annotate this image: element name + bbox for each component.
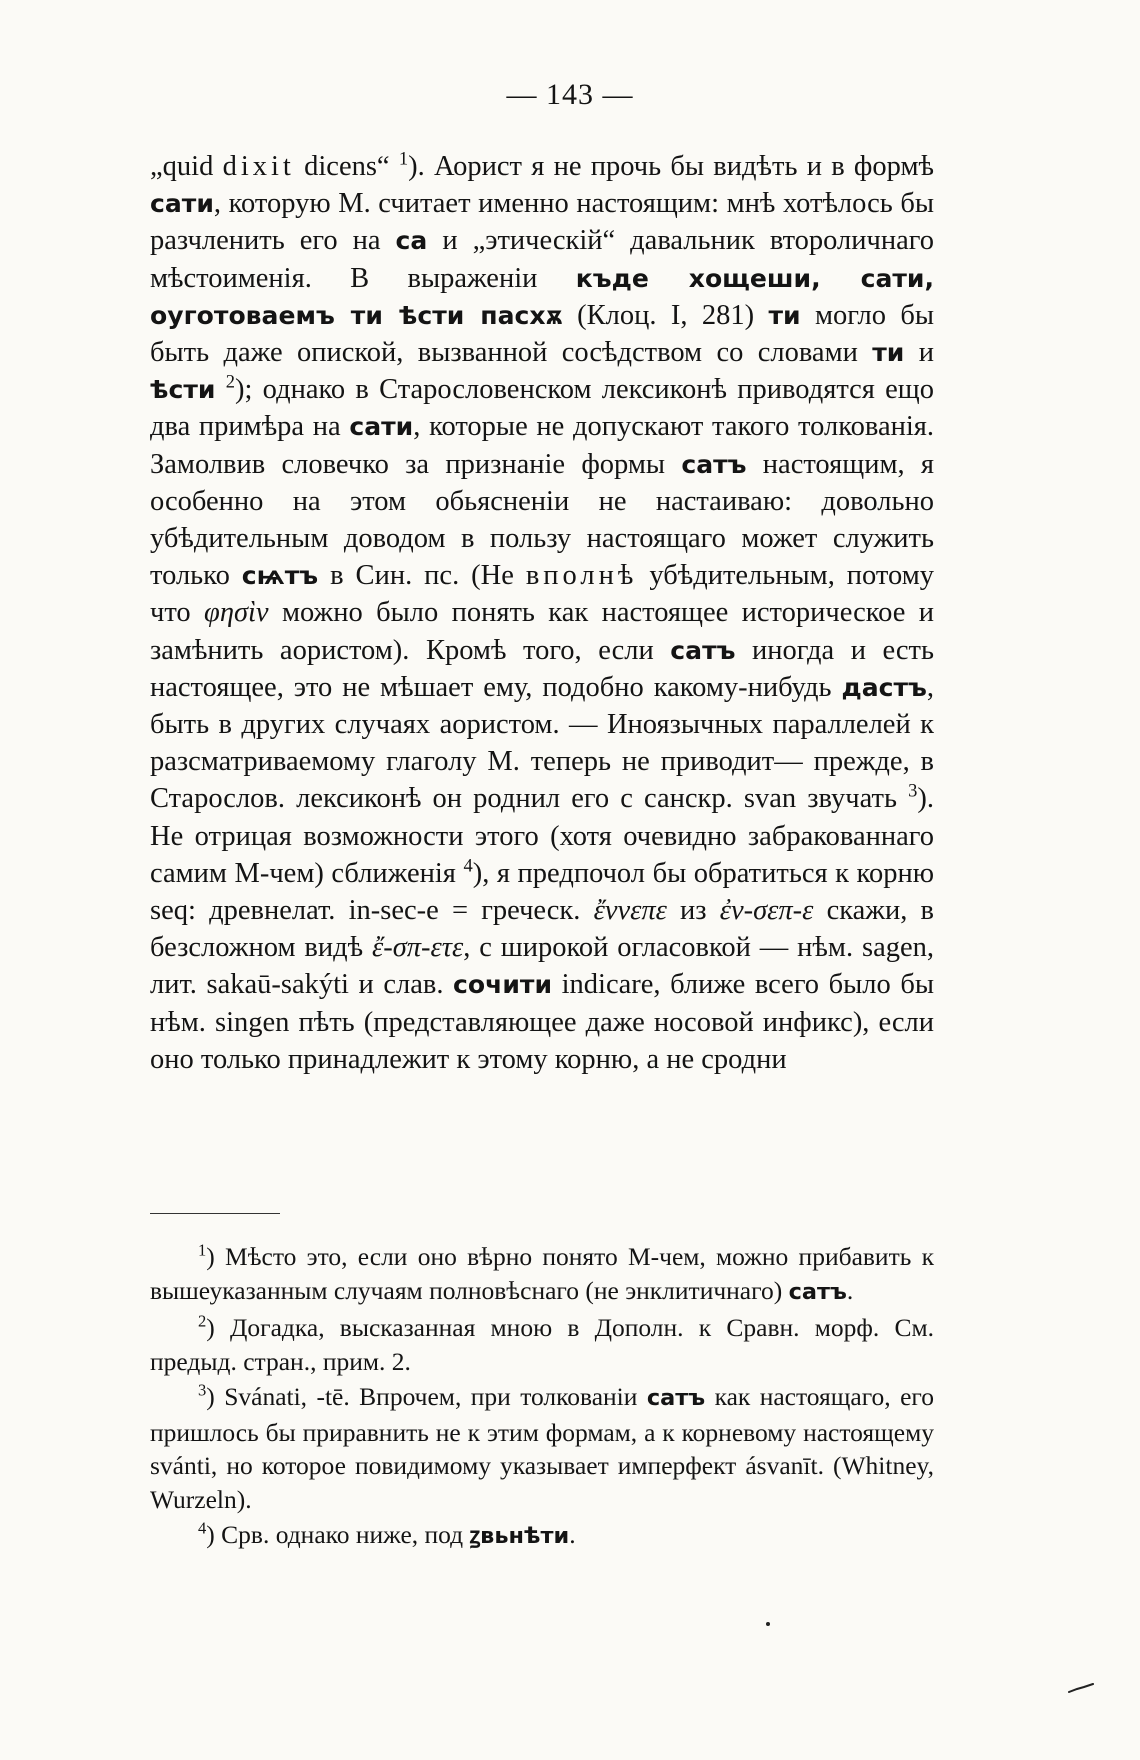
footnote-3 (150, 1380, 934, 1516)
church-slavonic-word: са (395, 226, 428, 256)
text-run: „quid (150, 151, 223, 182)
text-run: , быть в других случаях аористом. — Иноязычных параллелей к разсматриваемому глаголу М. теперь не приводит— прежде, в Старослов. лексиконѣ он роднил его с санскр. svan звучать (150, 671, 934, 815)
text-run: и „этическій“ давальник второличнаго мѣстоименія. В выраженіи (150, 225, 935, 294)
text-run: ), я предпочол бы обратиться к корню seq: древнелат. in-sec-e = греческ. (150, 857, 934, 927)
footnote-mark: 3 (198, 1380, 207, 1400)
church-slavonic-word: сѩтъ (241, 561, 319, 591)
text-run: иногда и есть настоящее, это не мѣшает ему, подобно какому-нибудь (150, 634, 934, 703)
spaced-word: dixit (222, 151, 295, 182)
greek-word: ἔννεπε (593, 895, 667, 927)
footnote-text: как настоящаго, его пришлось бы приравнить не к этим формам, а к корневому настоящему svánti, но которое повидимому указывает имперфект ásvanīt. (Whitney, Wurzeln). (150, 1382, 934, 1514)
page-number: — 143 — (506, 78, 634, 111)
text-run: настоящим, я особенно на этом обьясненіи не настаиваю: довольно убѣдительным доводом в пользу настоящаго может служить только (150, 448, 934, 592)
footnote-ref[interactable]: 4 (463, 855, 473, 877)
church-slavonic-word: сатъ (788, 1278, 847, 1305)
text-run: , с широкой огласовкой — нѣм. sagen, лит. sakaū-sakýti и слав. (150, 932, 934, 1001)
text-run: убѣдительным, потому что (150, 560, 935, 629)
text-run: ). Не отрицая возможности этого (хотя очевидно забракованнаго самим М-чем) сближенія (150, 783, 934, 889)
greek-word: φησὶν (204, 597, 269, 629)
footnote-separator (150, 1213, 280, 1214)
church-slavonic-word: сати (150, 189, 214, 219)
church-slavonic-word: ꙁвьнѣти (469, 1523, 570, 1549)
greek-word: ἐν-σεπ-ε (719, 895, 814, 927)
footnote-mark: 4 (198, 1518, 207, 1538)
church-slavonic-word: ти (768, 300, 801, 330)
scan-speck (766, 1622, 770, 1626)
text-run: и (904, 337, 934, 369)
text-run: ); однако в Старословенском лексиконѣ приводятся ещо два примѣра на (150, 374, 935, 443)
footnote-text: ) Догадка, высказанная мною в Дополн. к Сравн. морф. См. предыд. стран., прим. 2. (150, 1313, 934, 1376)
text-run: (Клоц. I, 281) (562, 299, 769, 331)
text-run (215, 374, 225, 405)
scan-ink-mark (1068, 1683, 1094, 1693)
footnote-text: ) Мѣсто это, если оно вѣрно понято М-чем, можно прибавить к вышеуказанным случаям полновѣснаго (не энклитичнаго) (150, 1242, 934, 1305)
footnote-text: . (846, 1275, 854, 1305)
church-slavonic-word: сатъ (670, 635, 736, 665)
church-slavonic-word: сатъ (681, 449, 747, 479)
footnote-2 (150, 1311, 934, 1378)
church-slavonic-word: сочити (453, 970, 553, 1000)
church-slavonic-phrase: къде хощеши, сати, оуготоваемъ ти ѣсти пасхѫ (150, 263, 934, 330)
text-run: dicens“ (294, 151, 399, 182)
footnote-ref[interactable]: 2 (225, 371, 235, 393)
footnote-text: . (569, 1520, 576, 1549)
spaced-word: вполнѣ (525, 560, 638, 592)
text-run: скажи, в безсложном видѣ (150, 895, 934, 964)
text-run: , которую М. считает именно настоящим: мнѣ хотѣлось бы разчленить его на (150, 188, 934, 257)
footnote-ref[interactable]: 3 (908, 780, 918, 802)
church-slavonic-word: дастъ (841, 672, 927, 702)
text-run: , которые не допускают такого толкованія. Замолвив словечко за признаніе формы (150, 411, 934, 480)
main-text (150, 148, 934, 1078)
footnote-mark: 1 (198, 1240, 207, 1260)
body-paragraph (150, 148, 934, 1078)
footnote-text: ) Svánati, -tē. Впрочем, при толкованіи (206, 1382, 647, 1411)
footnote-mark: 2 (198, 1311, 207, 1331)
footnote-4 (150, 1518, 934, 1554)
church-slavonic-word: сати (349, 412, 414, 442)
church-slavonic-word: ѣсти (150, 375, 216, 405)
text-run: в Син. пс. (Не (318, 560, 526, 592)
footnote-ref[interactable]: 1 (398, 148, 409, 170)
church-slavonic-word: сатъ (646, 1385, 706, 1411)
text-run: из (666, 895, 720, 927)
footnotes (150, 1240, 934, 1556)
greek-word: ἔ-σπ-ετε (371, 932, 464, 964)
text-run: могло бы быть даже опиской, вызванной сосѣдством со словами (150, 299, 934, 369)
text-run: можно было понять как настоящее историческое и замѣнить аористом). Кромѣ того, если (150, 597, 934, 666)
church-slavonic-word: ти (872, 338, 905, 368)
footnote-text: ) Срв. однако ниже, под (206, 1520, 470, 1549)
text-run: ). Аорист я не прочь бы видѣть и в формѣ (408, 151, 934, 182)
text-run: indicare, ближе всего было бы нѣм. singen пѣть (представляющее даже носовой инфикс), если оно только принадлежит к этому корню, а не сродни (150, 969, 934, 1075)
footnote-1 (150, 1240, 934, 1309)
